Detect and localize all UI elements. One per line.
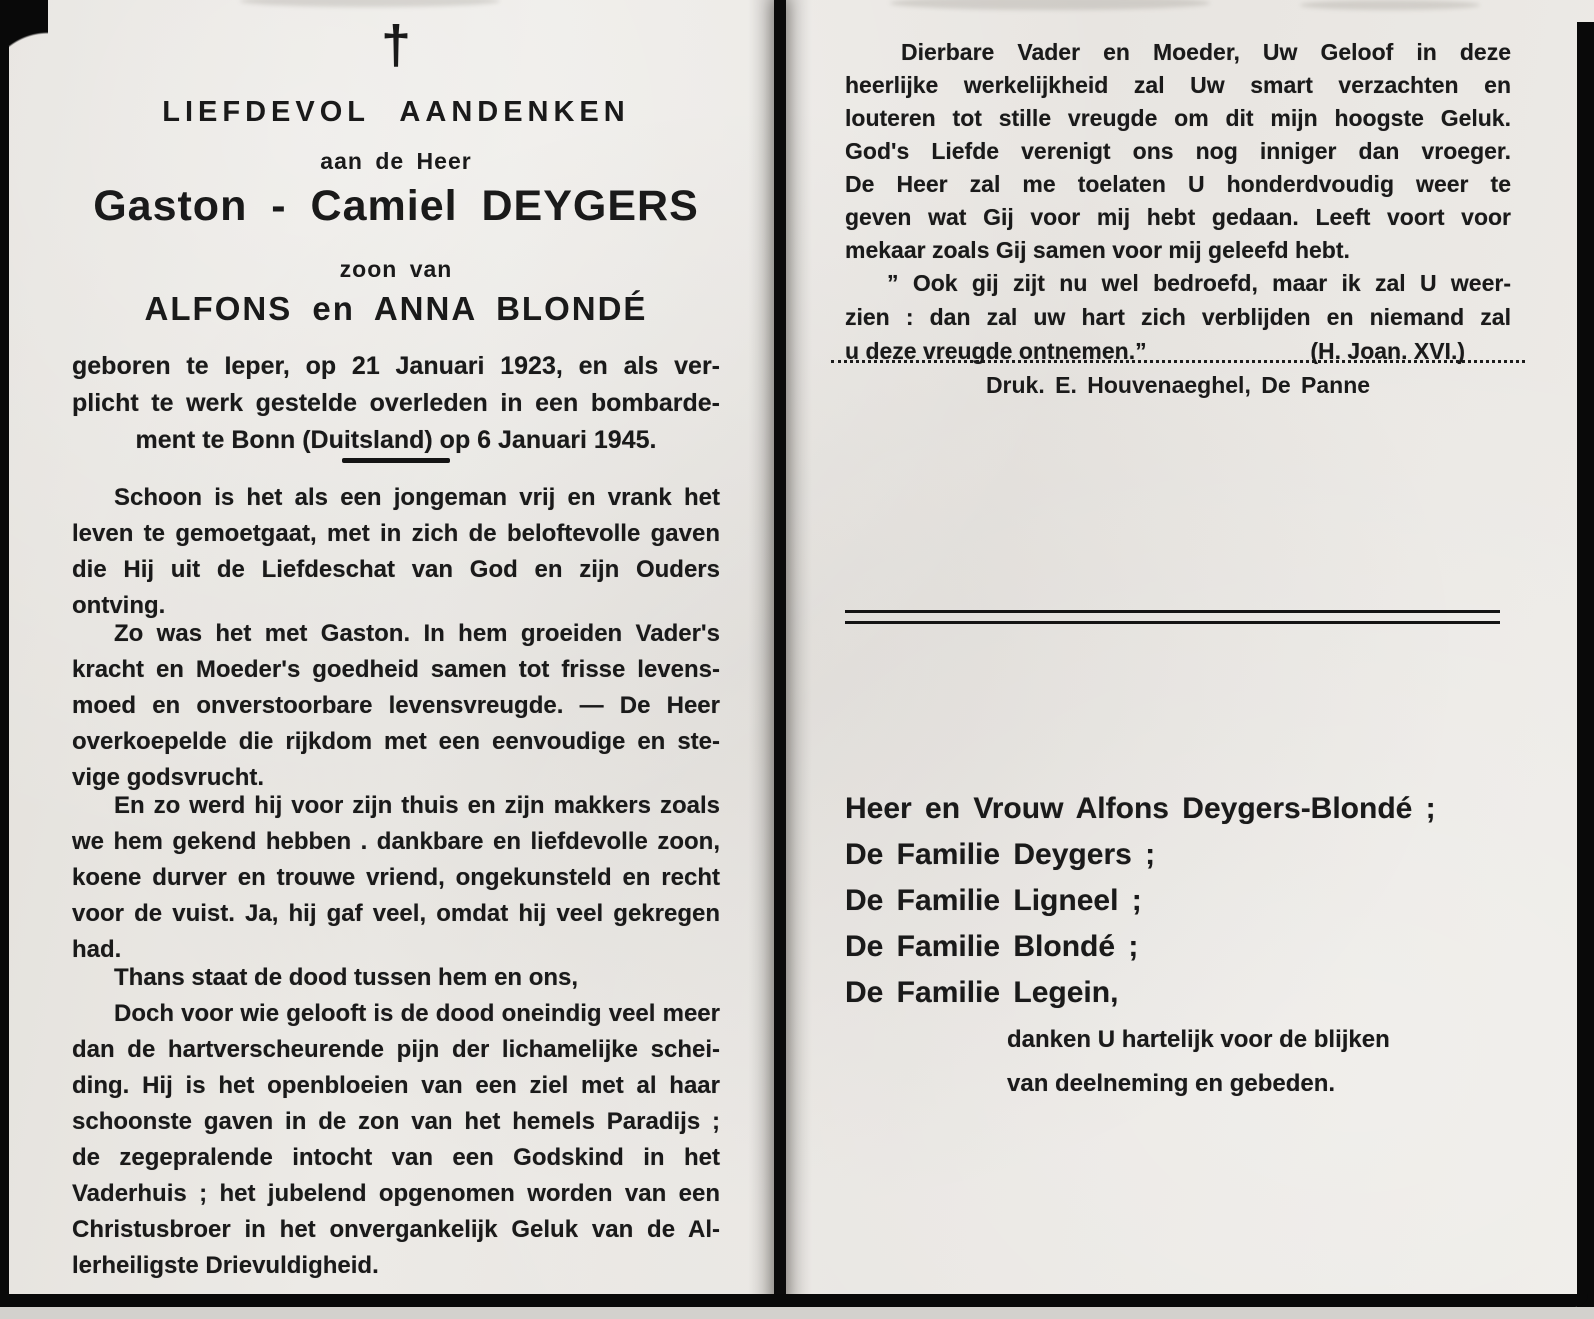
text-line: u deze vreugde ontnemen.” <box>845 338 1147 364</box>
dotted-rule <box>831 360 1525 363</box>
text-line: kracht en Moeder's goedheid samen tot frisse levens- <box>72 656 720 683</box>
eulogy-paragraph-4 <box>72 960 720 996</box>
scripture-reference: (H. Joan. XVI.) <box>1310 338 1465 364</box>
text-line: Dierbare Vader en Moeder, Uw Geloof in deze <box>901 39 1511 65</box>
eulogy-paragraph-3 <box>72 788 720 968</box>
text-line: louteren tot stille vreugde om dit mijn hoogste Geluk. <box>845 105 1511 131</box>
text-line: mekaar zoals Gij samen voor mij geleefd hebt. <box>845 237 1350 263</box>
address-to-parents-paragraph <box>845 36 1511 267</box>
text-line: geven wat Gij voor mij hebt gedaan. Leeft voort voor <box>845 204 1511 230</box>
text-line: had. <box>72 936 122 963</box>
text-line: Schoon is het als een jongeman vrij en vrank het <box>114 484 720 511</box>
thanks-paragraph <box>1007 1018 1507 1106</box>
text-line: danken U hartelijk voor de blijken <box>1007 1026 1390 1053</box>
text-line: ” Ook gij zijt nu wel bedroefd, maar ik zal U weer- <box>887 270 1511 296</box>
printer-credit: Druk. E. Houvenaeghel, De Panne <box>985 372 1371 398</box>
text-line: En zo werd hij voor zijn thuis en zijn makkers zoals <box>114 792 720 819</box>
left-page <box>72 0 720 1294</box>
eulogy-paragraph-1 <box>72 480 720 624</box>
text-line: koene durver en trouwe vriend, ongekunsteld en recht <box>72 864 720 891</box>
scan-edge-left <box>0 46 9 1319</box>
text-line: Zo was het met Gaston. In hem groeiden Vader's <box>114 620 720 647</box>
text-line: vige godsvrucht. <box>72 764 265 791</box>
family-line: De Familie Legein, <box>845 976 1119 1009</box>
text-line: lerheiligste Drievuldigheid. <box>72 1252 379 1279</box>
text-line: die Hij uit de Liefdeschat van God en zijn Ouders <box>72 556 720 583</box>
section-divider <box>342 458 450 463</box>
double-rule <box>845 610 1500 624</box>
text-line: Christusbroer in het onvergankelijk Geluk van de Al- <box>72 1216 720 1243</box>
deceased-name: Gaston - Camiel DEYGERS <box>93 182 699 230</box>
scanner-background-strip <box>0 1307 1594 1319</box>
eulogy-paragraph-5 <box>72 996 720 1284</box>
parents-names: ALFONS en ANNA BLONDÉ <box>144 290 648 327</box>
card-heading: LIEFDEVOL AANDENKEN <box>162 96 630 128</box>
scan-edge-bottom <box>7 1294 1588 1307</box>
text-line: voor de vuist. Ja, hij gaf veel, omdat hij veel gekregen <box>72 900 720 927</box>
text-line: Doch voor wie gelooft is de dood oneindig veel meer <box>114 1000 720 1027</box>
text-line: moed en onverstoorbare levensvreugde. — De Heer <box>72 692 720 719</box>
right-page <box>845 0 1511 1294</box>
text-line: God's Liefde verenigt ons nog inniger dan vroeger. <box>845 138 1511 164</box>
family-line: De Familie Ligneel ; <box>845 884 1142 917</box>
dedication-line: aan de Heer <box>320 148 472 174</box>
text-line: we hem gekend hebben . dankbare en liefdevolle zoon, <box>72 828 720 855</box>
text-line: overkoepelde die rijkdom met een eenvoudige en ste- <box>72 728 720 755</box>
text-line: ding. Hij is het openbloeien van een ziel met al haar <box>72 1072 720 1099</box>
family-line: Heer en Vrouw Alfons Deygers-Blondé ; <box>845 792 1436 825</box>
text-line: ontving. <box>72 592 166 619</box>
text-line: zien : dan zal uw hart zich verblijden en niemand zal <box>845 304 1511 330</box>
text-line: ment te Bonn (Duitsland) op 6 Januari 1945. <box>135 426 657 454</box>
text-line: Vaderhuis ; het jubelend opgenomen worden van een <box>72 1180 720 1207</box>
scan-edge-right <box>1577 22 1594 1307</box>
family-line: De Familie Blondé ; <box>845 930 1139 963</box>
text-line: schoonste gaven in de zon van het hemels Paradijs ; <box>72 1108 720 1135</box>
cross-icon: † <box>380 15 412 75</box>
text-line: de zegepralende intocht van een Godskind in het <box>72 1144 720 1171</box>
page-fold <box>774 0 786 1303</box>
text-line: van deelneming en gebeden. <box>1007 1070 1336 1097</box>
text-line: leven te gemoetgaat, met in zich de beloftevolle gaven <box>72 520 720 547</box>
eulogy-paragraph-2 <box>72 616 720 796</box>
birth-death-paragraph <box>72 348 720 459</box>
relation-line: zoon van <box>339 256 453 282</box>
text-line: plicht te werk gestelde overleden in een bombarde- <box>72 389 720 417</box>
family-line: De Familie Deygers ; <box>845 838 1156 871</box>
text-line: heerlijke werkelijkheid zal Uw smart verzachten en <box>845 72 1511 98</box>
text-line: Thans staat de dood tussen hem en ons, <box>114 964 579 991</box>
mourning-family-list <box>845 786 1511 1016</box>
scripture-quote <box>845 266 1511 368</box>
text-line: dan de hartverscheurende pijn der lichamelijke schei- <box>72 1036 720 1063</box>
text-line: De Heer zal me toelaten U honderdvoudig weer te <box>845 171 1511 197</box>
text-line: geboren te Ieper, op 21 Januari 1923, en als ver- <box>72 352 720 380</box>
